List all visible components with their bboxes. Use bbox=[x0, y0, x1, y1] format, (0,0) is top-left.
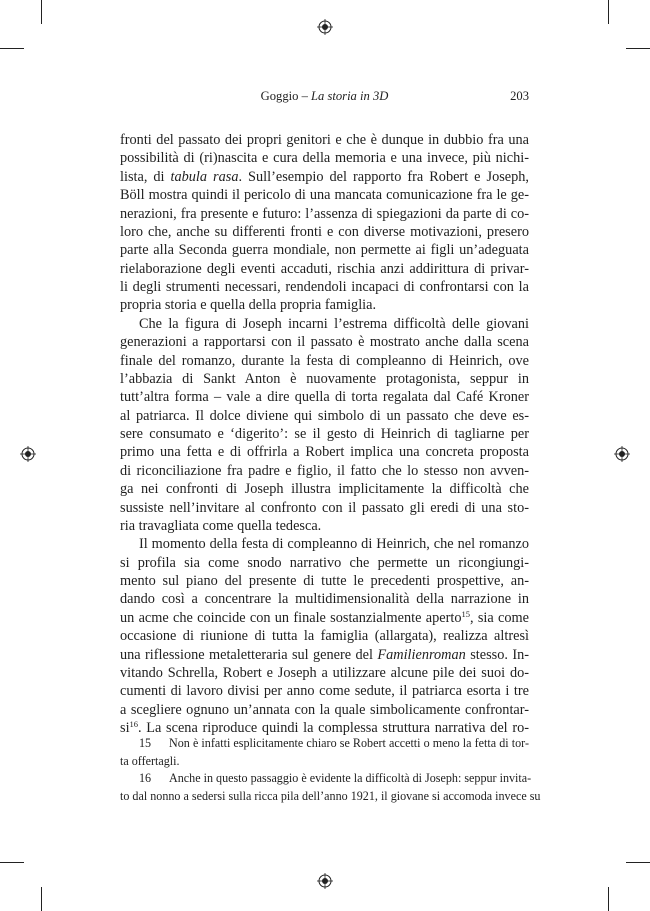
text-line: generazioni a rapportarsi con il passato è mostrato anche dalla scena bbox=[120, 334, 529, 351]
text-line: si profila sia come snodo narrativo che permette un ricongiungi- bbox=[120, 554, 529, 571]
footnotes bbox=[120, 735, 541, 805]
body-text bbox=[120, 131, 529, 737]
registration-mark-icon bbox=[20, 446, 36, 462]
text-line: tutt’altra forma – vale a dire quella di torta regalata dal Café Kroner bbox=[120, 389, 529, 406]
text-line: finale del romanzo, durante la festa di compleanno di Heinrich, ove bbox=[120, 352, 529, 369]
text-line: ria travagliata come quella tedesca. bbox=[120, 517, 322, 534]
text-line: al patriarca. Il dolce diviene qui simbolo di un passato che deve es- bbox=[120, 407, 529, 424]
running-head-article-title: La storia in 3D bbox=[311, 89, 389, 103]
text-line: mento sul piano del presente di tutte le precedenti prospettive, an- bbox=[120, 573, 529, 589]
text-line: propria storia e quella della propria famiglia. bbox=[120, 297, 377, 314]
emphasis: tabula rasa bbox=[170, 168, 239, 185]
text-line: una riflessione metaletteraria sul genere del Familienroman stesso. In- bbox=[120, 646, 529, 663]
text-line: $si^{16}$. La scena riproduce quindi la complessa struttura narrativa del ro- bbox=[120, 719, 529, 736]
footnote-line: 15 Non è infatti esplicitamente chiaro se Robert accetti o meno la fetta di tor- bbox=[120, 735, 529, 753]
text-line: un acme che coincide con un finale sostanzialmente aperto$^{15}$, sia come bbox=[120, 608, 529, 626]
text-line: fronti del passato dei propri genitori e che è dunque in dubbio fra una bbox=[120, 132, 529, 148]
text-line: li degli strumenti necessari, rendendoli incapaci di confrontarsi con la bbox=[120, 279, 529, 295]
text-line: Che la figura di Joseph incarni l’estrema difficoltà delle giovani bbox=[139, 315, 529, 332]
footnote-ref: 15 bbox=[461, 608, 470, 619]
running-head bbox=[120, 89, 529, 105]
text-line: primo una fetta e di offrirla a Robert implica una concreta proposta bbox=[120, 444, 529, 461]
text-line: sussiste nell’invitare al confronto con il passato gli eredi di una sto- bbox=[120, 499, 529, 516]
text-line: parte alla Seconda guerra mondiale, non permette ai figli un’adeguata bbox=[120, 242, 529, 259]
text-line: dando così a concentrare la multidimensionalità della narrazione in bbox=[120, 591, 529, 608]
text-line: lista, di tabula rasa. Sull’esempio del rapporto fra Robert e Joseph, bbox=[120, 168, 529, 185]
footnote bbox=[120, 735, 529, 770]
text-line: vitando Schrella, Robert e Joseph a utilizzare alcune pile dei suoi do- bbox=[120, 664, 529, 681]
footnote-number: 16 bbox=[139, 771, 152, 785]
text-line: cumenti di lavoro divisi per anno come sedute, il patriarca esorta i tre bbox=[120, 683, 529, 700]
registration-mark-icon bbox=[317, 19, 333, 35]
text-line: l’abbazia di Sankt Anton è nuovamente protagonista, seppur in bbox=[120, 370, 529, 387]
text-line: occasione di riunione di tutta la famiglia (allargata), realizza altresì bbox=[120, 628, 529, 645]
text-line: Böll mostra quindi il pericolo di una mancata comunicazione fra le ge- bbox=[120, 187, 529, 204]
footnote bbox=[120, 770, 541, 805]
footnote-line: 16 Anche in questo passaggio è evidente la difficoltà di Joseph: seppur invita- bbox=[120, 770, 529, 788]
text-line: rielaborazione degli eventi accaduti, rischia anzi addirittura di privar- bbox=[120, 260, 529, 277]
running-head-separator: – bbox=[298, 89, 312, 103]
page-number: 203 bbox=[510, 89, 529, 103]
footnote-line: ta offertagli. bbox=[120, 753, 180, 768]
text-line: a scegliere ognuno un’annata con la quale simbolicamente confrontar- bbox=[120, 701, 529, 718]
text-line: sere consumato e ‘digerito’: se il gesto di Heinrich di tagliarne per bbox=[120, 426, 529, 442]
text-line: possibilità di (ri)nascita e cura della memoria e una invece, più nichi- bbox=[120, 150, 529, 167]
text-line: di riconciliazione fra padre e figlio, il fatto che lo stesso non avven- bbox=[120, 462, 529, 479]
running-head-title bbox=[120, 89, 529, 104]
running-head-author: Goggio bbox=[260, 89, 299, 103]
registration-mark-icon bbox=[614, 446, 630, 462]
footnote-line: to dal nonno a sedersi sulla ricca pila dell’anno 1921, il giovane si accomoda invece su bbox=[120, 788, 541, 803]
emphasis: Familienroman bbox=[377, 646, 466, 663]
text-line: loro che, anche su differenti fronti e con diverse motivazioni, presero bbox=[120, 223, 529, 240]
text-line: nerazioni, fra presente e futuro: l’assenza di spiegazioni da parte di co- bbox=[120, 205, 529, 222]
footnote-number: 15 bbox=[139, 736, 152, 750]
text-line: ga nei confronti di Joseph illustra implicitamente la difficoltà che bbox=[120, 481, 529, 498]
registration-mark-icon bbox=[317, 873, 333, 889]
text-line: Il momento della festa di compleanno di Heinrich, che nel romanzo bbox=[139, 536, 529, 553]
footnote-ref: 16 bbox=[129, 719, 139, 729]
